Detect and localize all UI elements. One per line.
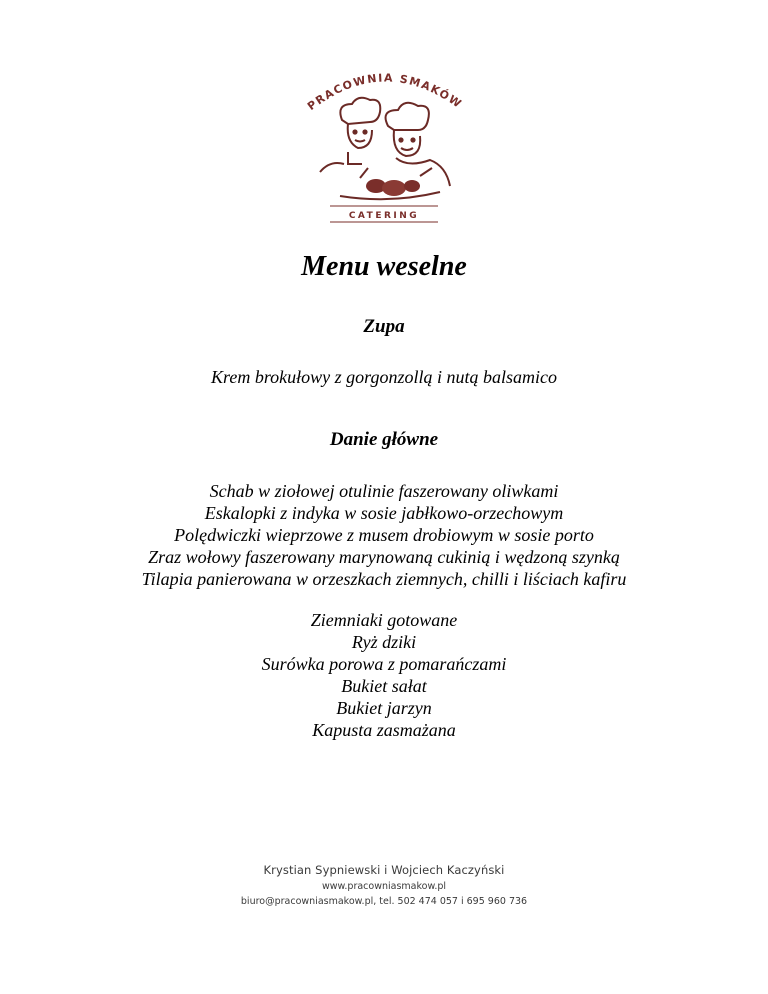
footer-contact-block: [0, 862, 768, 909]
footer-website: www.pracowniasmakow.pl: [321, 881, 447, 892]
cutting-board-vegetables: [340, 168, 440, 199]
main-course-item: Zraz wołowy faszerowany marynowaną cukinią i wędzoną szynką: [148, 547, 620, 567]
main-course-item: Schab w ziołowej otulinie faszerowany oliwkami: [209, 481, 559, 501]
soup-item: Krem brokułowy z gorgonzollą i nutą balsamico: [211, 367, 557, 387]
side-dish-item: Ryż dziki: [351, 632, 417, 652]
left-chef-figure: [320, 98, 380, 172]
side-dish-item: Surówka porowa z pomarańczami: [261, 654, 507, 674]
main-course-item: Tilapia panierowana w orzeszkach ziemnych, chilli i liściach kafiru: [141, 569, 627, 589]
side-dish-item: Bukiet jarzyn: [336, 698, 432, 718]
main-course-item: Polędwiczki wieprzowe z musem drobiowym w sosie porto: [174, 525, 594, 545]
soup-heading: Zupa: [363, 316, 405, 337]
pracownia-smakow-logo: [300, 68, 468, 226]
side-dishes-list: [0, 609, 768, 741]
side-dish-item: Bukiet sałat: [341, 676, 427, 696]
logo-arc-text: PRACOWNIA SMAKÓW: [305, 71, 465, 114]
logo-banner-text: CATERING: [348, 211, 420, 221]
soup-list: [0, 366, 768, 388]
main-course-item: Eskalopki z indyka w sosie jabłkowo-orzechowym: [204, 503, 564, 523]
main-course-heading: Danie główne: [329, 429, 439, 450]
side-dish-item: Ziemniaki gotowane: [310, 610, 458, 630]
footer-email-phone: biuro@pracowniasmakow.pl, tel. 502 474 057 i 695 960 736: [240, 896, 528, 907]
side-dish-item: Kapusta zasmażana: [312, 720, 456, 740]
right-chef-figure: [386, 103, 450, 186]
main-course-list: [0, 480, 768, 590]
page-title: Menu weselne: [301, 251, 467, 282]
footer-owner-names: Krystian Sypniewski i Wojciech Kaczyński: [263, 863, 505, 877]
